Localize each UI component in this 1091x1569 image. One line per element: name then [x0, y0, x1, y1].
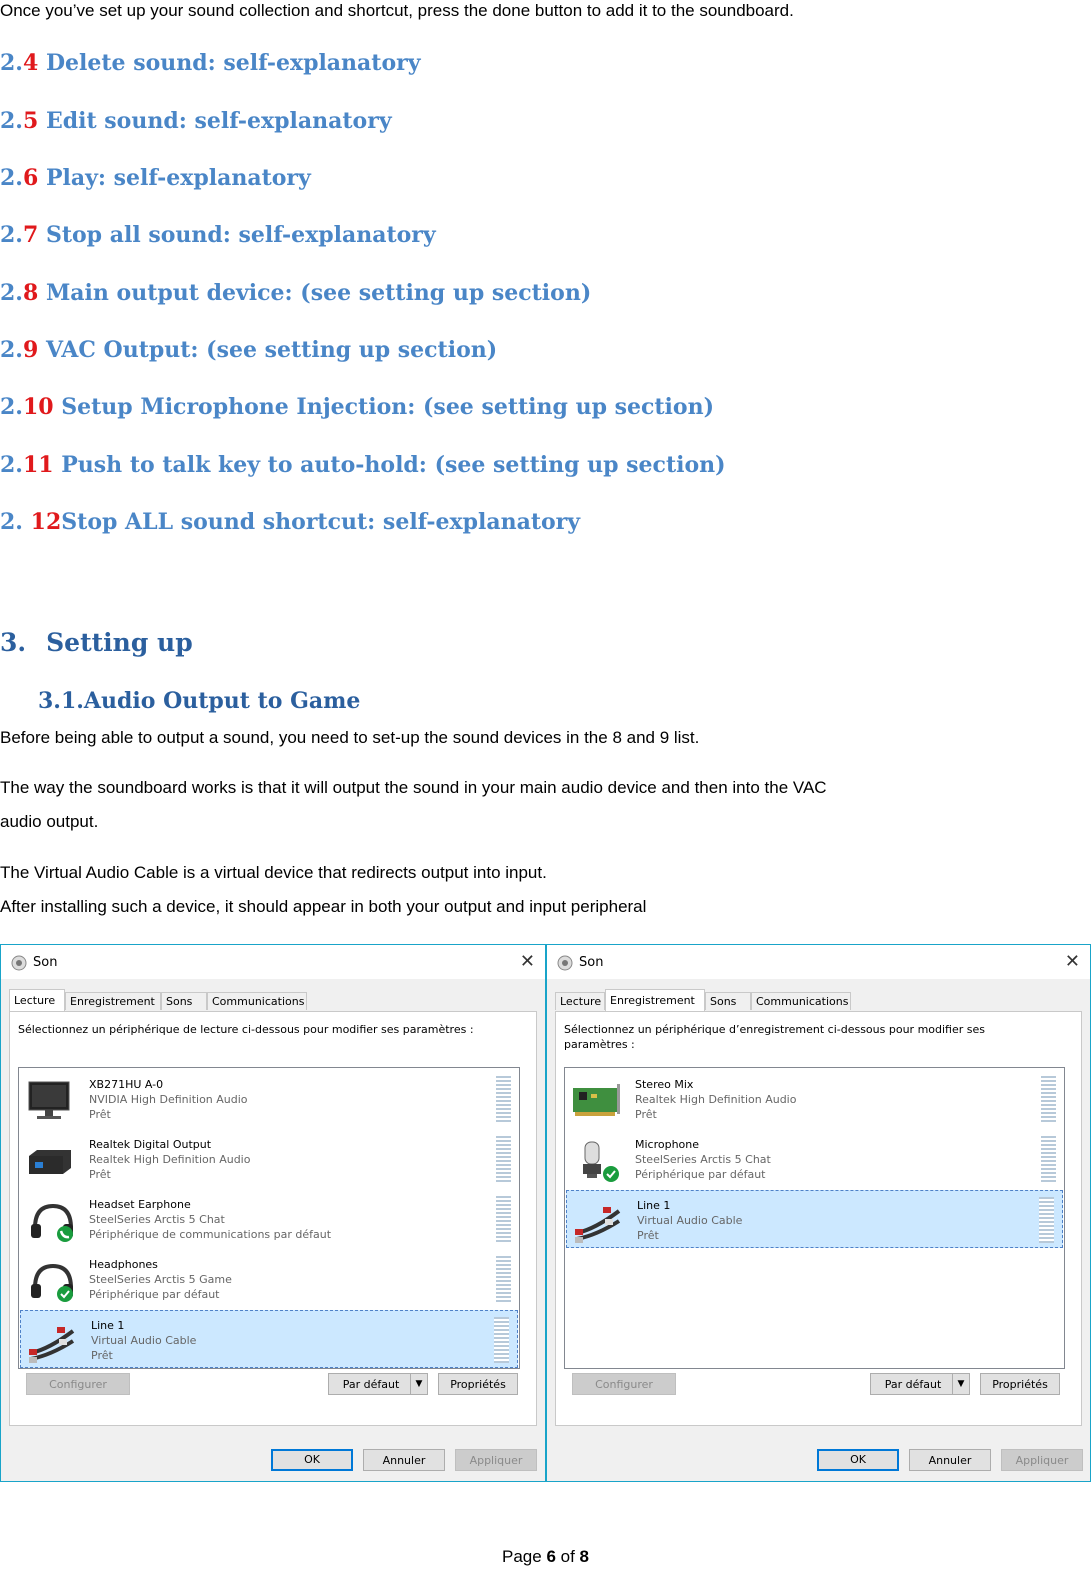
level-meter — [496, 1196, 511, 1242]
device-item[interactable] — [19, 1070, 519, 1128]
item-number: 12 — [30, 509, 62, 535]
set-default-label: Par défaut — [884, 1378, 942, 1391]
section-number: 3. — [0, 628, 27, 657]
item-number: 11 — [22, 452, 54, 478]
item-text: Setup Microphone Injection: (see setting up section) — [53, 394, 714, 420]
cable-icon — [27, 1319, 77, 1363]
section-heading — [0, 628, 193, 657]
apply-button[interactable]: Appliquer — [455, 1449, 537, 1471]
dropdown-arrow-icon[interactable]: ▼ — [410, 1374, 427, 1394]
microphone-default-icon — [571, 1138, 621, 1182]
digital-output-icon — [25, 1138, 75, 1182]
set-default-button[interactable] — [328, 1373, 428, 1395]
dialog-title: Son — [33, 955, 58, 970]
tab-enregistrement[interactable]: Enregistrement — [65, 992, 161, 1010]
device-item[interactable] — [565, 1130, 1064, 1188]
device-name: Line 1 — [91, 1319, 125, 1332]
device-status: Prêt — [89, 1108, 111, 1121]
device-item[interactable] — [20, 1310, 518, 1368]
item-prefix: 2. — [0, 452, 23, 478]
dialog-title: Son — [579, 955, 604, 970]
item-number: 4 — [22, 50, 39, 76]
device-status: Prêt — [89, 1168, 111, 1181]
cancel-button[interactable]: Annuler — [909, 1449, 991, 1471]
cancel-button[interactable]: Annuler — [363, 1449, 445, 1471]
subheading-item — [0, 337, 497, 363]
item-text: Play: self-explanatory — [38, 165, 311, 191]
sound-dialog-recording — [546, 944, 1091, 1482]
tab-lecture[interactable]: Lecture — [9, 989, 65, 1011]
device-list — [564, 1067, 1065, 1369]
paragraph: After installing such a device, it should appear in both your output and input peripheral — [0, 897, 647, 916]
device-driver: Virtual Audio Cable — [637, 1214, 743, 1227]
item-text: Edit sound: self-explanatory — [38, 108, 392, 134]
level-meter — [496, 1136, 511, 1182]
device-status: Périphérique de communications par défaut — [89, 1228, 332, 1241]
item-number: 6 — [22, 165, 39, 191]
item-prefix: 2. — [0, 337, 23, 363]
item-text: VAC Output: (see setting up section) — [38, 337, 498, 363]
item-number: 10 — [22, 394, 54, 420]
item-prefix: 2. — [0, 50, 23, 76]
item-number: 7 — [22, 222, 39, 248]
set-default-button[interactable] — [870, 1373, 970, 1395]
configure-button[interactable]: Configurer — [26, 1373, 130, 1395]
device-driver: Realtek High Definition Audio — [89, 1153, 251, 1166]
title-bar — [1, 945, 545, 979]
item-number: 8 — [22, 280, 39, 306]
device-name: Stereo Mix — [635, 1078, 694, 1091]
sound-dialog-playback — [0, 944, 546, 1482]
ok-button[interactable]: OK — [271, 1449, 353, 1471]
item-text: Delete sound: self-explanatory — [38, 50, 421, 76]
device-name: Line 1 — [637, 1199, 671, 1212]
device-status: Périphérique par défaut — [635, 1168, 766, 1181]
properties-button[interactable]: Propriétés — [980, 1373, 1060, 1395]
intro-paragraph: Once you’ve set up your sound collection and shortcut, press the done button to add it to the soundboard. — [0, 1, 794, 20]
level-meter — [1039, 1197, 1054, 1243]
title-bar — [547, 945, 1090, 979]
item-prefix: 2. — [0, 165, 23, 191]
paragraph: The way the soundboard works is that it will output the sound in your main audio device and then into the VAC — [0, 778, 827, 797]
set-default-label: Par défaut — [342, 1378, 400, 1391]
instruction-text: Sélectionnez un périphérique de lecture ci-dessous pour modifier ses paramètres : — [18, 1023, 474, 1036]
page-number — [0, 1547, 1091, 1567]
tab-lecture[interactable]: Lecture — [555, 992, 605, 1010]
paragraph: Before being able to output a sound, you need to set-up the sound devices in the 8 and 9 list. — [0, 728, 700, 747]
device-driver: Virtual Audio Cable — [91, 1334, 197, 1347]
device-list — [18, 1067, 520, 1369]
tab-sons[interactable]: Sons — [705, 992, 751, 1010]
subheading-item — [0, 509, 580, 535]
headphones-default-icon — [25, 1258, 75, 1302]
close-icon[interactable]: ✕ — [1064, 951, 1080, 972]
level-meter — [496, 1256, 511, 1302]
item-text: Stop ALL sound shortcut: self-explanatory — [61, 509, 581, 535]
tab-communications[interactable]: Communications — [751, 992, 851, 1010]
configure-button[interactable]: Configurer — [572, 1373, 676, 1395]
page-total: 8 — [579, 1547, 589, 1566]
device-driver: SteelSeries Arctis 5 Chat — [635, 1153, 771, 1166]
subheading-item — [0, 50, 421, 76]
device-item[interactable] — [566, 1190, 1063, 1248]
speaker-icon — [11, 955, 27, 971]
device-status: Prêt — [637, 1229, 659, 1242]
item-prefix: 2. — [0, 280, 23, 306]
paragraph: The Virtual Audio Cable is a virtual device that redirects output into input. — [0, 863, 547, 882]
device-name: Headset Earphone — [89, 1198, 191, 1211]
headset-phone-icon — [25, 1198, 75, 1242]
device-item[interactable] — [19, 1250, 519, 1308]
speaker-icon — [557, 955, 573, 971]
item-text: Stop all sound: self-explanatory — [38, 222, 436, 248]
page-current: 6 — [546, 1547, 556, 1566]
item-text: Push to talk key to auto-hold: (see setting up section) — [53, 452, 726, 478]
tab-communications[interactable]: Communications — [207, 992, 307, 1010]
level-meter — [1041, 1076, 1056, 1122]
device-status: Périphérique par défaut — [89, 1288, 220, 1301]
tab-sons[interactable]: Sons — [161, 992, 207, 1010]
dropdown-arrow-icon[interactable]: ▼ — [952, 1374, 969, 1394]
level-meter — [494, 1317, 509, 1363]
item-number: 5 — [22, 108, 39, 134]
device-driver: SteelSeries Arctis 5 Game — [89, 1273, 232, 1286]
tab-enregistrement[interactable]: Enregistrement — [605, 989, 705, 1011]
subheading-item — [0, 222, 436, 248]
subheading-item — [0, 452, 726, 478]
item-prefix: 2. — [0, 394, 23, 420]
device-status: Prêt — [635, 1108, 657, 1121]
properties-button[interactable]: Propriétés — [438, 1373, 518, 1395]
section-title: Setting up — [46, 628, 193, 657]
device-item[interactable] — [19, 1190, 519, 1248]
device-driver: NVIDIA High Definition Audio — [89, 1093, 248, 1106]
subheading-item — [0, 394, 714, 420]
subheading-item — [0, 280, 591, 306]
item-prefix: 2. — [0, 222, 23, 248]
device-driver: SteelSeries Arctis 5 Chat — [89, 1213, 225, 1226]
item-text: Main output device: (see setting up section) — [38, 280, 592, 306]
page-label: Page — [502, 1547, 547, 1566]
sound-card-icon — [571, 1078, 621, 1122]
close-icon[interactable]: ✕ — [519, 951, 535, 972]
device-name: Headphones — [89, 1258, 158, 1271]
device-item[interactable] — [565, 1070, 1064, 1128]
device-driver: Realtek High Definition Audio — [635, 1093, 797, 1106]
subsection-heading: 3.1.Audio Output to Game — [38, 688, 361, 714]
device-item[interactable] — [19, 1130, 519, 1188]
ok-button[interactable]: OK — [817, 1449, 899, 1471]
page-of: of — [555, 1547, 580, 1566]
instruction-text: Sélectionnez un périphérique d’enregistrement ci-dessous pour modifier ses paramètres : — [564, 1023, 985, 1051]
subheading-item — [0, 108, 392, 134]
item-prefix: 2. — [0, 108, 23, 134]
device-name: Microphone — [635, 1138, 700, 1151]
apply-button[interactable]: Appliquer — [1001, 1449, 1083, 1471]
level-meter — [496, 1076, 511, 1122]
item-number: 9 — [22, 337, 39, 363]
monitor-icon — [25, 1078, 75, 1122]
subheading-item — [0, 165, 311, 191]
device-status: Prêt — [91, 1349, 113, 1362]
level-meter — [1041, 1136, 1056, 1182]
item-prefix: 2. — [0, 509, 31, 535]
device-name: Realtek Digital Output — [89, 1138, 212, 1151]
cable-icon — [573, 1199, 623, 1243]
paragraph: audio output. — [0, 812, 99, 831]
device-name: XB271HU A-0 — [89, 1078, 164, 1091]
